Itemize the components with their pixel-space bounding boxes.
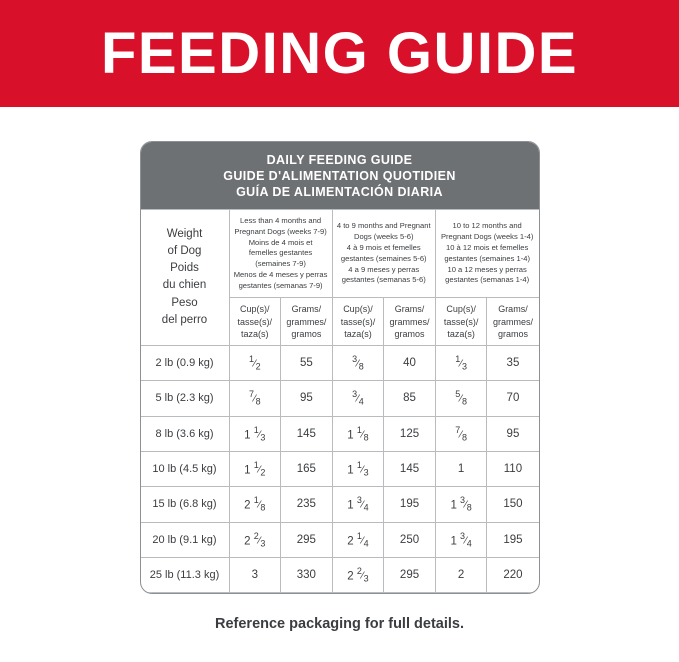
grp2-line-4: gestantes (semaines 1-4) [444,253,530,263]
grp1-line-4: gestantes (semaines 5-6) [340,253,427,263]
row-cups-cell: 2 [435,557,487,592]
row-grams-cell: 165 [281,451,333,486]
row-cups-cell: 2 $^1⁄_4$ [332,522,384,557]
unit2-line-2: tasse(s)/ [340,316,376,327]
grp0-line-2: Pregnant Dogs (weeks 7-9) [234,226,327,236]
unit-header-grams-1 [384,298,436,345]
row-cups-cell: $^1⁄_3$ [435,345,487,380]
grp1-line-6: gestantes (semanas 5-6) [341,275,426,285]
card-header-line-fr: GUIDE D'ALIMENTATION QUOTIDIEN [223,169,456,183]
unit-header-grams-2 [487,298,539,345]
unit3-line-2: grammes/ [389,316,430,327]
grp2-line-3: 10 à 12 mois et femelles [446,242,529,252]
row-grams-cell: 145 [281,416,333,451]
row-grams-cell: 220 [487,557,539,592]
row-weight-cell: 15 lb (6.8 kg) [141,487,230,522]
table-row [141,451,539,486]
grp0-line-1: Less than 4 months and [240,216,322,225]
weight-header-line-3: Poids [170,262,199,275]
unit-header-cups-2 [435,298,487,345]
grp1-line-3: 4 à 9 mois et femelles [346,242,421,252]
weight-header-line-6: del perro [161,313,208,326]
card-header [141,142,539,209]
unit1-line-3: gramos [291,328,322,339]
row-grams-cell: 250 [384,522,436,557]
row-grams-cell: 235 [281,487,333,522]
grp0-line-6: Menos de 4 meses y perras [233,269,328,279]
group-header-10-to-12-months [435,210,538,298]
unit-header-cups-1 [332,298,384,345]
table-group-header-row [141,210,539,298]
row-grams-cell: 85 [384,381,436,416]
table-row [141,522,539,557]
grp2-line-1: 10 to 12 months and [452,221,522,231]
row-cups-cell: 1 $^1⁄_2$ [229,451,281,486]
table-row [141,416,539,451]
feeding-guide-banner [0,0,679,107]
grp0-line-3: Moins de 4 mois et [248,237,313,247]
row-cups-cell: 1 $^1⁄_3$ [332,451,384,486]
unit-header-cups-0 [229,298,281,345]
weight-header-line-5: Peso [171,296,198,309]
row-cups-cell: $^3⁄_4$ [332,381,384,416]
weight-header-line-1: Weight [166,227,203,240]
grp2-line-5: 10 a 12 meses y perras [447,264,527,274]
row-cups-cell: 1 $^1⁄_3$ [229,416,281,451]
row-grams-cell: 35 [487,345,539,380]
row-cups-cell: 2 $^2⁄_3$ [332,557,384,592]
row-grams-cell: 295 [281,522,333,557]
row-grams-cell: 195 [487,522,539,557]
table-row [141,557,539,592]
row-cups-cell: 1 $^3⁄_8$ [435,487,487,522]
row-weight-cell: 10 lb (4.5 kg) [141,451,230,486]
unit5-line-1: Grams/ [498,304,528,315]
grp2-line-2: Pregnant Dogs (weeks 1-4) [440,232,534,242]
unit2-line-1: Cup(s)/ [343,304,373,315]
row-weight-cell: 8 lb (3.6 kg) [141,416,230,451]
feeding-guide-card [140,141,540,594]
grp2-line-6: gestantes (semanas 1-4) [445,275,530,285]
unit0-line-1: Cup(s)/ [240,304,270,315]
row-cups-cell: 1 $^3⁄_4$ [332,487,384,522]
row-grams-cell: 295 [384,557,436,592]
grp1-line-1: 4 to 9 months and Pregnant [336,221,431,231]
row-cups-cell: 1 $^3⁄_4$ [435,522,487,557]
row-grams-cell: 125 [384,416,436,451]
unit5-line-2: grammes/ [492,316,533,327]
weight-header-line-2: of Dog [167,244,202,257]
footer-note: Reference packaging for full details. [215,616,464,633]
row-weight-cell: 25 lb (11.3 kg) [141,557,230,592]
feeding-guide-table-body [141,345,539,592]
unit1-line-2: grammes/ [286,316,327,327]
row-cups-cell: $^7⁄_8$ [435,416,487,451]
row-grams-cell: 110 [487,451,539,486]
unit1-line-1: Grams/ [291,304,322,315]
row-cups-cell: $^1⁄_2$ [229,345,281,380]
table-row [141,381,539,416]
unit3-line-1: Grams/ [394,304,425,315]
unit5-line-3: gramos [497,328,528,339]
row-cups-cell: $^7⁄_8$ [229,381,281,416]
row-cups-cell: 1 [435,451,487,486]
unit-header-grams-0 [281,298,333,345]
row-grams-cell: 95 [487,416,539,451]
row-weight-cell: 2 lb (0.9 kg) [141,345,230,380]
table-row [141,345,539,380]
unit2-line-3: taza(s) [344,328,372,339]
row-grams-cell: 145 [384,451,436,486]
unit0-line-3: taza(s) [241,328,269,339]
row-cups-cell: $^3⁄_8$ [332,345,384,380]
row-grams-cell: 150 [487,487,539,522]
group-header-4-to-9-months [332,210,435,298]
row-cups-cell: 2 $^2⁄_3$ [229,522,281,557]
grp1-line-2: Dogs (weeks 5-6) [353,232,414,242]
row-grams-cell: 70 [487,381,539,416]
unit4-line-3: taza(s) [447,328,475,339]
grp0-line-4: femelles gestantes [248,248,313,258]
card-header-line-es: GUÍA DE ALIMENTACIÓN DIARIA [236,185,443,199]
row-grams-cell: 195 [384,487,436,522]
row-grams-cell: 95 [281,381,333,416]
weight-column-header [141,210,230,346]
row-grams-cell: 55 [281,345,333,380]
grp1-line-5: 4 a 9 meses y perras [348,264,420,274]
table-row [141,487,539,522]
row-grams-cell: 330 [281,557,333,592]
page-title: FEEDING GUIDE [100,20,579,86]
grp0-line-5: (semaines 7-9) [255,259,306,269]
feeding-guide-table [141,209,539,593]
row-weight-cell: 5 lb (2.3 kg) [141,381,230,416]
card-header-line-en: DAILY FEEDING GUIDE [266,153,413,167]
row-cups-cell: 1 $^1⁄_8$ [332,416,384,451]
feeding-guide-card-wrap [0,141,679,594]
row-grams-cell: 40 [384,345,436,380]
group-header-under-4-months [229,210,332,298]
unit0-line-2: tasse(s)/ [237,316,273,327]
row-cups-cell: 2 $^1⁄_8$ [229,487,281,522]
row-cups-cell: $^5⁄_8$ [435,381,487,416]
row-cups-cell: 3 [229,557,281,592]
unit4-line-1: Cup(s)/ [446,304,476,315]
weight-header-line-4: du chien [162,279,207,292]
unit4-line-2: tasse(s)/ [443,316,479,327]
row-weight-cell: 20 lb (9.1 kg) [141,522,230,557]
grp0-line-7: gestantes (semanas 7-9) [238,280,323,290]
unit3-line-3: gramos [394,328,425,339]
